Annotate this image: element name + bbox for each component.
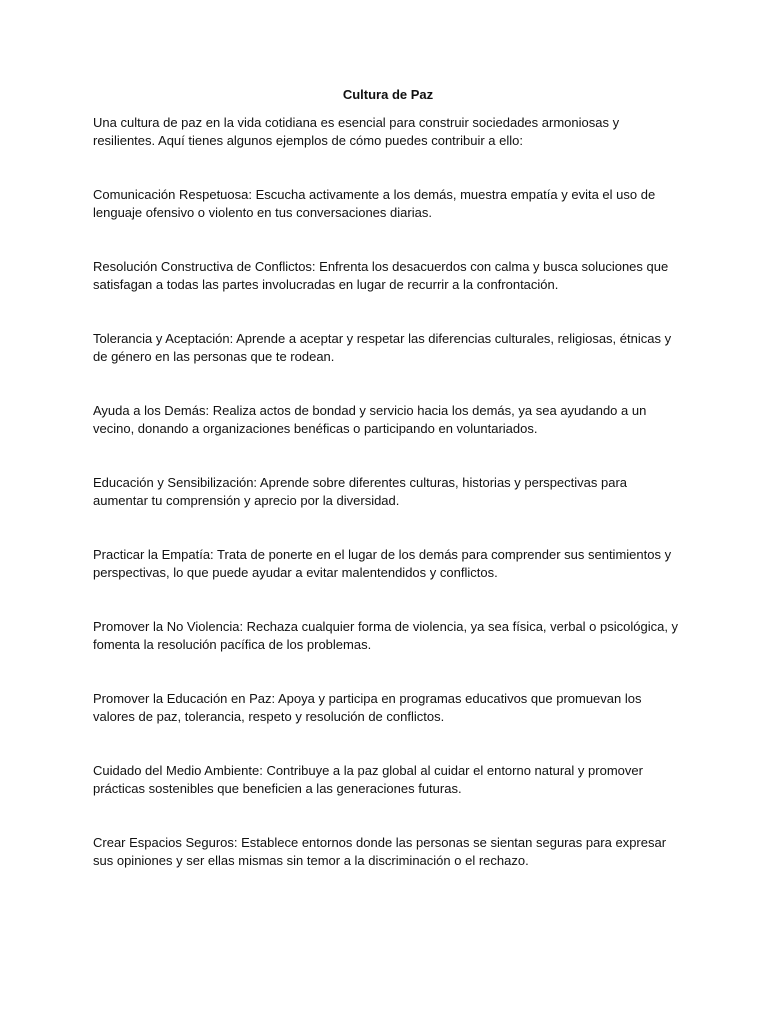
document-title: Cultura de Paz (342, 87, 434, 102)
intro-paragraph: Una cultura de paz en la vida cotidiana es esencial para construir sociedades armoniosas y resilientes. Aquí tienes algunos ejemplos de cómo puedes contribuir a ello: (93, 115, 620, 148)
paragraph-item-7: Promover la No Violencia: Rechaza cualquier forma de violencia, ya sea física, verbal o psicológica, y fomenta la resolución pacífica de los problemas. (93, 619, 679, 652)
paragraph-item-4: Ayuda a los Demás: Realiza actos de bondad y servicio hacia los demás, ya sea ayudando a un vecino, donando a organizaciones benéficas o participando en voluntariados. (93, 403, 647, 436)
paragraph-item-5: Educación y Sensibilización: Aprende sobre diferentes culturas, historias y perspectivas para aumentar tu comprensión y aprecio por la diversidad. (93, 475, 628, 508)
paragraph-item-10: Crear Espacios Seguros: Establece entornos donde las personas se sientan seguras para expresar sus opiniones y ser ellas mismas sin temor a la discriminación o el rechazo. (93, 835, 667, 868)
paragraph-item-2: Resolución Constructiva de Conflictos: Enfrenta los desacuerdos con calma y busca soluciones que satisfagan a todas las partes involucradas en lugar de recurrir a la confrontación. (93, 259, 669, 292)
paragraph-item-1: Comunicación Respetuosa: Escucha activamente a los demás, muestra empatía y evita el uso de lenguaje ofensivo o violento en tus conversaciones diarias. (93, 187, 656, 220)
paragraph-item-9: Cuidado del Medio Ambiente: Contribuye a la paz global al cuidar el entorno natural y promover prácticas sostenibles que beneficien a las generaciones futuras. (93, 763, 643, 796)
paragraph-item-6: Practicar la Empatía: Trata de ponerte en el lugar de los demás para comprender sus sentimientos y perspectivas, lo que puede ayudar a evitar malentendidos y conflictos. (93, 547, 672, 580)
paragraph-item-3: Tolerancia y Aceptación: Aprende a aceptar y respetar las diferencias culturales, religiosas, étnicas y de género en las personas que te rodean. (93, 331, 672, 364)
paragraph-item-8: Promover la Educación en Paz: Apoya y participa en programas educativos que promuevan los valores de paz, tolerancia, respeto y resolución de conflictos. (93, 691, 642, 724)
document-page (93, 86, 683, 870)
